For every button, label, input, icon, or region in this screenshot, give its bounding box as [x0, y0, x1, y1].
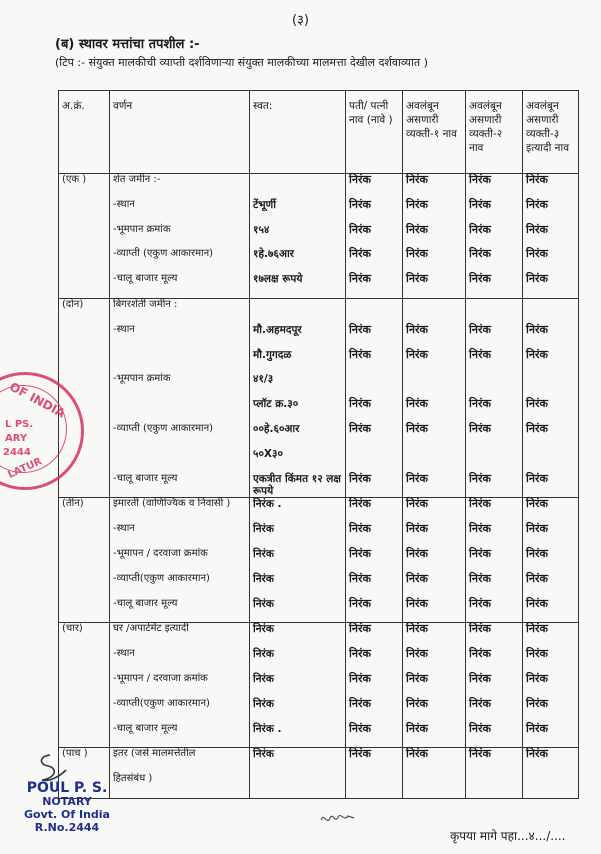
- cell-self: एकत्रीत किंमत १२ लक्ष रूपये: [250, 473, 346, 498]
- cell-sno: [59, 224, 110, 249]
- cell-description: -स्थान: [110, 324, 250, 349]
- cell-sno: [59, 648, 110, 673]
- cell-self: ००हे.६०आर: [250, 423, 346, 448]
- seal-text-4: 2444: [3, 447, 31, 458]
- cell-self: मौ.गुगदळ: [250, 349, 346, 374]
- cell-description: -स्थान: [110, 523, 250, 548]
- cell-spouse: निरंक: [346, 723, 403, 748]
- cell-self: [250, 773, 346, 798]
- cell-dependent-3: निरंक: [526, 397, 548, 411]
- cell-spouse: निरंक: [346, 473, 403, 498]
- cell-spouse: [346, 373, 403, 398]
- cell-dependent-1: निरंक: [403, 748, 466, 773]
- cell-self: [250, 298, 346, 323]
- cell-dependent-1: [403, 298, 466, 323]
- cell-dependent-1: निरंक: [403, 473, 466, 498]
- cell-dependent-3: निरंक: [526, 546, 548, 560]
- cell-dependent-3: [523, 373, 579, 398]
- cell-description: -व्याप्ती(एकुण आकारमान): [110, 573, 250, 598]
- cell-dependent-3: निरंक: [526, 696, 548, 710]
- table-row: [59, 174, 579, 199]
- cell-dependent-2: [466, 373, 523, 398]
- cell-dependent-1: निरंक: [403, 723, 466, 748]
- seal-text-1: OF INDIA: [7, 379, 68, 421]
- cell-sno: [59, 573, 110, 598]
- cell-dependent-3: निरंक: [526, 471, 548, 485]
- cell-self: निरंक: [250, 598, 346, 623]
- table-row: [59, 698, 579, 723]
- cell-sno: [59, 673, 110, 698]
- table-row: [59, 273, 579, 298]
- table-row: [59, 498, 579, 523]
- cell-sno: [59, 698, 110, 723]
- cell-description: [110, 349, 250, 374]
- cell-dependent-2: निरंक: [466, 723, 523, 748]
- cell-self: टेंभूर्णी: [250, 199, 346, 224]
- cell-description: -चालू बाजार मूल्य: [110, 273, 250, 298]
- notary-reg-no: R.No.2444: [34, 821, 100, 834]
- cell-sno: [59, 598, 110, 623]
- cell-dependent-3: निरंक: [526, 747, 548, 761]
- cell-description: -व्याप्ती (एकुण आकारमान): [110, 248, 250, 273]
- cell-sno: [59, 199, 110, 224]
- cell-spouse: निरंक: [346, 174, 403, 199]
- cell-self: निरंक: [250, 648, 346, 673]
- table-row: [59, 224, 579, 249]
- cell-description: बिगरशेती जमीन :: [110, 298, 250, 323]
- cell-description: -स्थान: [110, 648, 250, 673]
- table-row: [59, 673, 579, 698]
- cell-sno: (पाच ): [59, 748, 110, 773]
- cell-description: शेत जमीन :-: [110, 174, 250, 199]
- cell-self: निरंक .: [250, 723, 346, 748]
- table-row: [59, 324, 579, 349]
- cell-dependent-2: निरंक: [466, 573, 523, 598]
- asset-group: [59, 748, 579, 799]
- cell-dependent-1: निरंक: [403, 573, 466, 598]
- cell-dependent-1: [403, 773, 466, 798]
- seal-text-3: ARY: [5, 433, 28, 444]
- cell-spouse: निरंक: [346, 498, 403, 523]
- cell-dependent-3: निरंक: [526, 272, 548, 286]
- header-spouse: पती/ पत्नी नाव (नावे ): [346, 91, 403, 174]
- cell-self: निरंक .: [250, 498, 346, 523]
- asset-group: [59, 498, 579, 623]
- cell-dependent-2: निरंक: [466, 398, 523, 423]
- assets-table: [58, 90, 579, 799]
- cell-dependent-3: निरंक: [526, 596, 548, 610]
- cell-description: -भूमपान क्रमांक: [110, 224, 250, 249]
- cell-dependent-2: निरंक: [466, 423, 523, 448]
- cell-dependent-2: निरंक: [466, 174, 523, 199]
- cell-dependent-1: निरंक: [403, 698, 466, 723]
- cell-description: -भूमापन / दरवाजा क्रमांक: [110, 673, 250, 698]
- cell-description: हितसंबंध ): [110, 773, 250, 798]
- cell-dependent-2: निरंक: [466, 523, 523, 548]
- cell-dependent-1: निरंक: [403, 174, 466, 199]
- cell-dependent-2: निरंक: [466, 598, 523, 623]
- cell-description: [110, 448, 250, 473]
- cell-sno: [59, 248, 110, 273]
- cell-self: निरंक: [250, 548, 346, 573]
- cell-dependent-3: निरंक: [526, 571, 548, 585]
- cell-description: -स्थान: [110, 199, 250, 224]
- header-sno: अ.क्रं.: [59, 91, 110, 174]
- cell-dependent-3: निरंक: [526, 522, 548, 536]
- cell-spouse: निरंक: [346, 598, 403, 623]
- cell-dependent-2: निरंक: [466, 324, 523, 349]
- cell-spouse: निरंक: [346, 698, 403, 723]
- cell-sno: [59, 273, 110, 298]
- cell-self: प्लॉट क्र.३०: [250, 398, 346, 423]
- cell-dependent-2: निरंक: [466, 673, 523, 698]
- cell-spouse: निरंक: [346, 199, 403, 224]
- notary-title: NOTARY: [42, 795, 92, 808]
- notary-stamp: [12, 782, 122, 834]
- cell-dependent-3: निरंक: [526, 497, 548, 511]
- table-row: [59, 398, 579, 423]
- cell-dependent-2: निरंक: [466, 349, 523, 374]
- asset-group: [59, 623, 579, 748]
- cell-dependent-2: निरंक: [466, 548, 523, 573]
- table-row: [59, 523, 579, 548]
- cell-dependent-1: निरंक: [403, 398, 466, 423]
- cell-description: -चालू बाजार मूल्य: [110, 723, 250, 748]
- cell-self: निरंक: [250, 623, 346, 648]
- cell-dependent-1: निरंक: [403, 548, 466, 573]
- table-row: [59, 773, 579, 798]
- table-row: [59, 248, 579, 273]
- cell-description: -व्याप्ती(एकुण आकारमान): [110, 698, 250, 723]
- cell-dependent-2: निरंक: [466, 473, 523, 498]
- cell-dependent-2: [466, 298, 523, 323]
- cell-spouse: निरंक: [346, 224, 403, 249]
- cell-dependent-3: निरंक: [526, 173, 548, 186]
- header-row: [59, 91, 579, 174]
- cell-spouse: निरंक: [346, 349, 403, 374]
- cell-dependent-1: निरंक: [403, 673, 466, 698]
- header-description: वर्णन: [110, 91, 250, 174]
- cell-self: १७लक्ष रूपये: [250, 273, 346, 298]
- cell-description: घर /अपार्टमेंट इत्यादी: [110, 623, 250, 648]
- cell-dependent-3: निरंक: [526, 671, 548, 685]
- cell-spouse: निरंक: [346, 648, 403, 673]
- cell-dependent-3: निरंक: [526, 421, 548, 435]
- cell-self: निरंक: [250, 523, 346, 548]
- cell-dependent-3: निरंक: [526, 347, 548, 361]
- cell-spouse: निरंक: [346, 748, 403, 773]
- cell-dependent-2: निरंक: [466, 623, 523, 648]
- header-dependent-2: अवलंबून असणारी व्यक्ती-२ नाव: [466, 91, 523, 174]
- cell-spouse: निरंक: [346, 523, 403, 548]
- table-row: [59, 373, 579, 398]
- cell-sno: (चार): [59, 623, 110, 648]
- asset-group: [59, 298, 579, 497]
- cell-spouse: [346, 773, 403, 798]
- cell-sno: [59, 349, 110, 374]
- note-text: (टिप :- संयुक्त मालकीची व्याप्ती दर्शविणाऱ्या संयुक्त मालकीच्या मालमत्ता देखील दर्शवाव्यात ): [55, 56, 428, 69]
- table-row: [59, 573, 579, 598]
- cell-self: ५०X३०: [250, 448, 346, 473]
- cell-dependent-1: निरंक: [403, 523, 466, 548]
- table-row: [59, 448, 579, 473]
- seal-text-5: LATUR: [6, 456, 44, 481]
- cell-dependent-2: निरंक: [466, 748, 523, 773]
- cell-dependent-1: निरंक: [403, 598, 466, 623]
- cell-self: १५४: [250, 224, 346, 249]
- cell-dependent-1: निरंक: [403, 648, 466, 673]
- cell-dependent-3: निरंक: [526, 197, 548, 211]
- cell-dependent-3: निरंक: [526, 322, 548, 336]
- cell-dependent-1: निरंक: [403, 224, 466, 249]
- cell-spouse: निरंक: [346, 573, 403, 598]
- cell-self: १हे.७६आर: [250, 248, 346, 273]
- cell-dependent-1: निरंक: [403, 498, 466, 523]
- cell-dependent-3: निरंक: [526, 721, 548, 735]
- cell-spouse: निरंक: [346, 248, 403, 273]
- cell-description: -भूमपान क्रमांक: [110, 373, 250, 398]
- table-row: [59, 548, 579, 573]
- cell-description: -चालू बाजार मूल्य: [110, 473, 250, 498]
- table-row: [59, 473, 579, 498]
- cell-self: निरंक: [250, 748, 346, 773]
- cell-self: मौ.अहमदपूर: [250, 324, 346, 349]
- cell-sno: [59, 523, 110, 548]
- table-row: [59, 723, 579, 748]
- cell-dependent-2: निरंक: [466, 248, 523, 273]
- cell-dependent-3: [523, 773, 579, 798]
- cell-dependent-1: निरंक: [403, 623, 466, 648]
- cell-dependent-2: निरंक: [466, 648, 523, 673]
- table-row: [59, 598, 579, 623]
- cell-dependent-2: निरंक: [466, 199, 523, 224]
- cell-dependent-3: निरंक: [526, 622, 548, 636]
- cell-sno: [59, 473, 110, 498]
- table-row: [59, 648, 579, 673]
- cell-description: -चालू बाजार मूल्य: [110, 598, 250, 623]
- cell-self: निरंक: [250, 573, 346, 598]
- cell-dependent-1: निरंक: [403, 248, 466, 273]
- cell-spouse: निरंक: [346, 423, 403, 448]
- notary-name: POUL P. S.: [26, 780, 108, 796]
- table-row: [59, 298, 579, 323]
- cell-dependent-2: निरंक: [466, 698, 523, 723]
- cell-description: -व्याप्ती (एकुण आकारमान): [110, 423, 250, 448]
- cell-dependent-2: निरंक: [466, 224, 523, 249]
- cell-spouse: [346, 298, 403, 323]
- cell-self: [250, 174, 346, 199]
- cell-description: इमारती (वाणिज्यिक व निवासी ): [110, 498, 250, 523]
- cell-dependent-3: [523, 448, 579, 473]
- table-row: [59, 199, 579, 224]
- cell-spouse: [346, 448, 403, 473]
- header-dependent-3: अवलंबून असणारी व्यक्ती-३ इत्यादी नाव: [523, 91, 579, 174]
- seal-text-2: L PS.: [5, 419, 34, 430]
- table-row: [59, 423, 579, 448]
- cell-dependent-1: निरंक: [403, 324, 466, 349]
- header-dependent-1: अवलंबून असणारी व्यक्ती-१ नाव: [403, 91, 466, 174]
- cell-dependent-1: निरंक: [403, 423, 466, 448]
- cell-self: निरंक: [250, 673, 346, 698]
- cell-sno: (दोन): [59, 298, 110, 323]
- footer-continue-text: कृपया मागे पहा...४.../....: [450, 829, 566, 843]
- cell-self: ४१/३: [250, 373, 346, 398]
- cell-dependent-1: [403, 448, 466, 473]
- cell-dependent-3: निरंक: [526, 222, 548, 236]
- cell-dependent-1: निरंक: [403, 349, 466, 374]
- cell-dependent-2: निरंक: [466, 273, 523, 298]
- cell-sno: [59, 324, 110, 349]
- table-row: [59, 349, 579, 374]
- cell-description: इतर (जसे मालमत्तेतील: [110, 748, 250, 773]
- section-title: (ब) स्थावर मत्तांचा तपशील :-: [55, 37, 200, 52]
- cell-spouse: निरंक: [346, 398, 403, 423]
- cell-sno: [59, 723, 110, 748]
- cell-description: [110, 398, 250, 423]
- cell-dependent-2: निरंक: [466, 498, 523, 523]
- cell-spouse: निरंक: [346, 548, 403, 573]
- cell-spouse: निरंक: [346, 324, 403, 349]
- cell-description: -भूमापन / दरवाजा क्रमांक: [110, 548, 250, 573]
- cell-sno: [59, 548, 110, 573]
- cell-dependent-3: निरंक: [526, 647, 548, 661]
- cell-dependent-1: [403, 373, 466, 398]
- table-row: [59, 623, 579, 648]
- cell-dependent-1: निरंक: [403, 199, 466, 224]
- table-row: [59, 748, 579, 773]
- cell-spouse: निरंक: [346, 673, 403, 698]
- cell-dependent-1: निरंक: [403, 273, 466, 298]
- asset-group: [59, 174, 579, 299]
- header-self: स्वत:: [250, 91, 346, 174]
- notary-govt: Govt. Of India: [24, 808, 110, 821]
- cell-spouse: निरंक: [346, 623, 403, 648]
- cell-spouse: निरंक: [346, 273, 403, 298]
- cell-sno: (एक ): [59, 174, 110, 199]
- page-number: (३): [292, 13, 309, 28]
- cell-dependent-2: [466, 448, 523, 473]
- signature-mark-bottom: [318, 808, 358, 830]
- cell-sno: (तीन): [59, 498, 110, 523]
- cell-self: निरंक: [250, 698, 346, 723]
- cell-dependent-3: निरंक: [526, 247, 548, 261]
- cell-dependent-2: [466, 773, 523, 798]
- cell-dependent-3: [523, 298, 579, 323]
